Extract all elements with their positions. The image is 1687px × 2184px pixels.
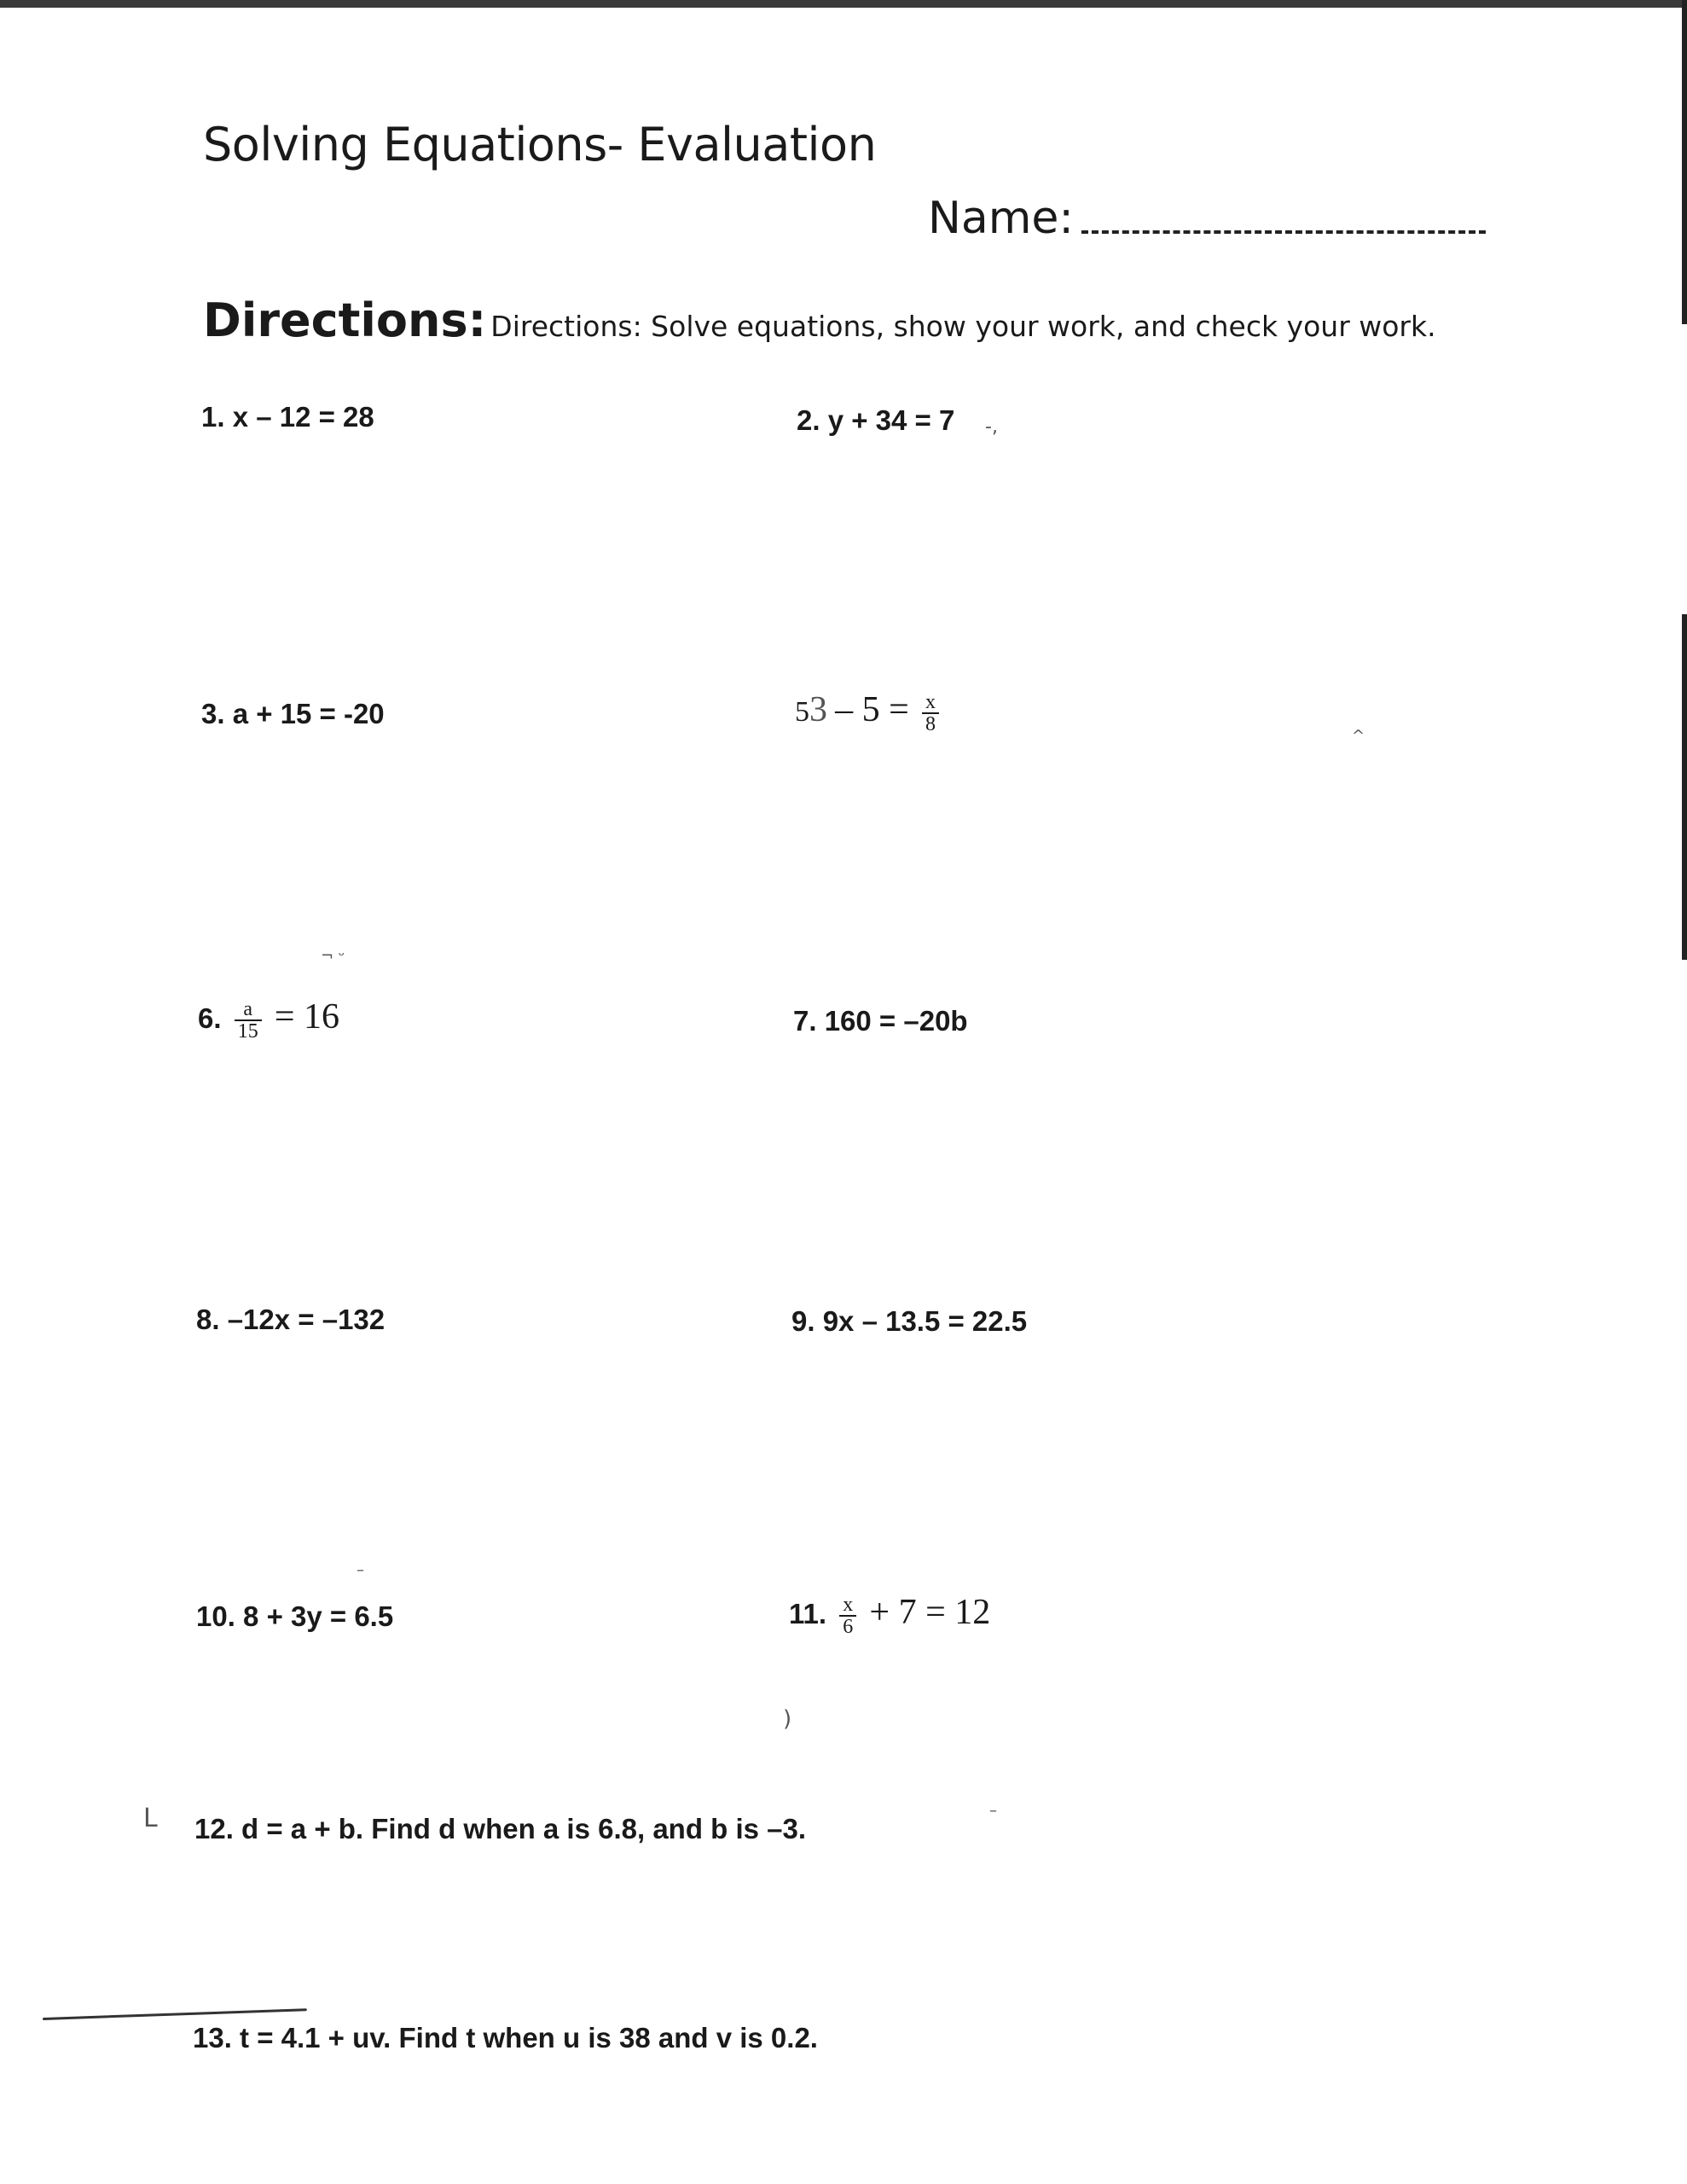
problem-2: 2. y + 34 = 7 xyxy=(797,404,955,436)
problem-1: 1. x – 12 = 28 xyxy=(201,401,374,433)
problem-12: 12. d = a + b. Find d when a is 6.8, and b is –3. xyxy=(194,1813,807,1844)
stray-mark: – xyxy=(989,1802,997,1820)
problem-10: 10. 8 + 3y = 6.5 xyxy=(196,1600,394,1632)
directions xyxy=(203,293,1436,347)
problem-7: 7. 160 = –20b xyxy=(793,1005,968,1037)
handwritten-mark: 3 xyxy=(809,690,827,729)
scan-edge-mark xyxy=(1682,614,1687,960)
stray-mark: ¬ ᵕ xyxy=(321,947,345,965)
stray-mark: -, xyxy=(985,416,998,438)
problem-11 xyxy=(789,1592,990,1637)
problem-3: 3. a + 15 = -20 xyxy=(201,698,385,729)
handwritten-strike-line xyxy=(43,2008,307,2020)
directions-text: Directions: Solve equations, show your work, and check your work. xyxy=(490,310,1436,343)
scan-top-shadow xyxy=(0,0,1687,8)
name-label: Name: xyxy=(928,193,1074,244)
handwritten-mark: L xyxy=(143,1804,158,1833)
problem-11-rhs: + 7 = 12 xyxy=(869,1593,991,1632)
fraction-numerator: a xyxy=(235,999,262,1021)
name-blank-line xyxy=(1081,230,1486,234)
stray-mark: ) xyxy=(783,1706,792,1732)
stray-mark: – xyxy=(357,1561,364,1579)
problem-8: 8. –12x = –132 xyxy=(196,1304,386,1335)
stray-mark: ^ xyxy=(1352,727,1365,745)
directions-heading: Directions: xyxy=(203,293,487,347)
problem-6-rhs: = 16 xyxy=(274,997,340,1037)
fraction-denominator: 15 xyxy=(237,1020,258,1043)
worksheet-title: Solving Equations- Evaluation xyxy=(203,118,877,171)
problem-5-number: 5 xyxy=(795,696,809,728)
problem-13: 13. t = 4.1 + uv. Find t when u is 38 and v is 0.2. xyxy=(193,2022,818,2053)
problem-5-lhs: – 5 = xyxy=(835,690,909,729)
problem-11-fraction xyxy=(839,1594,856,1637)
scan-edge-mark xyxy=(1682,0,1687,324)
fraction-numerator: x xyxy=(922,692,939,714)
problem-6-number: 6. xyxy=(198,1002,222,1034)
problem-9: 9. 9x – 13.5 = 22.5 xyxy=(791,1305,1028,1337)
problem-5-fraction xyxy=(922,692,939,735)
problem-5 xyxy=(795,689,944,735)
fraction-numerator: x xyxy=(839,1594,856,1617)
problem-11-number: 11. xyxy=(789,1598,827,1629)
problem-6-fraction xyxy=(235,999,262,1042)
fraction-denominator: 8 xyxy=(925,713,936,736)
problem-6 xyxy=(198,996,339,1042)
fraction-denominator: 6 xyxy=(843,1616,854,1639)
